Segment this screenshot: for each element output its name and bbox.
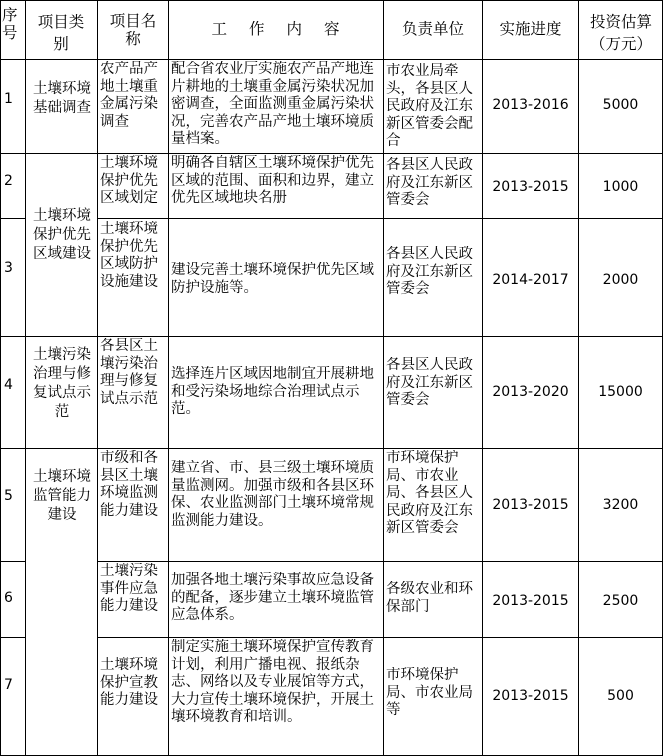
category-cell: 土壤环境基础调查 (33, 81, 91, 116)
row-work-content: 加强各地土壤污染事故应急设备的配备，逐步建立土壤环境监管应急体系。 (171, 572, 374, 623)
grid-line (0, 0, 1, 756)
row-project-name: 土壤环境保护宣教能力建设 (100, 657, 158, 708)
row-progress: 2013-2015 (492, 179, 569, 195)
row-work-content: 明确各自辖区土壤环境保护优先区域的范围、面积和边界，建立优先区域地块名册 (171, 155, 374, 206)
grid-line (97, 218, 663, 219)
row-investment: 1000 (602, 179, 639, 195)
row-seq: 5 (4, 488, 13, 504)
grid-line (0, 448, 663, 449)
row-responsible-unit: 市环境保护局、市农业局、各县区人民政府及江东新区管委会 (386, 450, 473, 536)
row-work-content: 制定实施土壤环境保护宣传教育计划，利用广播电视、报纸杂志、网络以及专业展馆等方式，大力宣传土壤环境保护，开展土壤环境教育和培训。 (171, 639, 374, 725)
row-investment: 15000 (598, 384, 643, 400)
grid-line (0, 0, 663, 1)
grid-line (97, 561, 663, 562)
grid-line (383, 0, 384, 756)
row-responsible-unit: 各级农业和环保部门 (386, 581, 473, 615)
row-seq: 7 (4, 677, 13, 693)
row-investment: 2000 (602, 272, 639, 288)
row-responsible-unit: 市环境保护局、市农业局等 (386, 667, 473, 718)
grid-line (0, 59, 663, 60)
header-progress: 实施进度 (499, 20, 562, 38)
header-name: 项目名称 (109, 12, 157, 48)
row-investment: 2500 (602, 593, 639, 609)
row-investment: 500 (607, 688, 634, 704)
grid-line (0, 637, 25, 638)
row-responsible-unit: 各县区人民政府及江东新区管委会 (386, 246, 473, 297)
grid-line (0, 336, 663, 337)
row-investment: 3200 (602, 497, 639, 513)
grid-line (25, 0, 26, 756)
row-seq: 1 (4, 91, 13, 107)
row-progress: 2013-2015 (492, 497, 569, 513)
row-project-name: 土壤环境保护优先区域划定 (100, 155, 158, 206)
row-investment: 5000 (602, 97, 639, 113)
grid-line (0, 218, 25, 219)
row-seq: 2 (4, 173, 13, 189)
row-project-name: 市级和各县区土壤环境监测能力建设 (100, 450, 158, 519)
grid-line (168, 0, 169, 756)
header-content: 工作内容 (211, 20, 362, 38)
row-seq: 6 (4, 590, 13, 606)
category-cell: 土壤污染治理与修复试点示范 (33, 347, 91, 420)
row-responsible-unit: 市农业局牵头，各县区人民政府及江东新区管委会配合 (386, 63, 473, 149)
row-project-name: 各县区土壤污染治理与修复试点示范 (100, 338, 158, 407)
row-work-content: 选择连片区域因地制宜开展耕地和受污染场地综合治理试点示范。 (171, 366, 374, 417)
row-project-name: 农产品产地土壤重金属污染调查 (100, 61, 158, 130)
row-progress: 2013-2015 (492, 593, 569, 609)
row-work-content: 配合省农业厅实施农产品产地连片耕地的土壤重金属污染状况加密调查，全面监测重金属污染状况，完善农产品产地土壤环境质量档案。 (171, 61, 374, 147)
row-seq: 4 (4, 377, 13, 393)
grid-line (578, 0, 579, 756)
row-work-content: 建立省、市、县三级土壤环境质量监测网。加强市级和各县区环保、农业监测部门土壤环境常规监测能力建设。 (171, 460, 374, 529)
row-project-name: 土壤环境保护优先区域防护设施建设 (100, 221, 158, 290)
row-progress: 2013-2016 (492, 97, 569, 113)
category-cell: 土壤环境保护优先区域建设 (33, 208, 91, 262)
row-responsible-unit: 各县区人民政府及江东新区管委会 (386, 157, 473, 208)
row-progress: 2014-2017 (492, 272, 569, 288)
header-category: 项目类别 (37, 13, 85, 53)
grid-line (482, 0, 483, 756)
grid-line (0, 153, 663, 154)
row-progress: 2013-2020 (492, 384, 569, 400)
header-seq: 序号 (2, 6, 18, 42)
row-project-name: 土壤污染事件应急能力建设 (100, 563, 158, 614)
grid-line (97, 0, 98, 756)
row-responsible-unit: 各县区人民政府及江东新区管委会 (386, 357, 473, 408)
header-unit: 负责单位 (401, 20, 464, 38)
row-progress: 2013-2015 (492, 688, 569, 704)
grid-line (0, 561, 25, 562)
grid-line (97, 637, 663, 638)
row-seq: 3 (4, 260, 13, 276)
header-investment: 投资估算（万元） (589, 13, 652, 53)
row-work-content: 建设完善土壤环境保护优先区域防护设施等。 (171, 262, 374, 296)
category-cell: 土壤环境监管能力建设 (33, 469, 91, 523)
